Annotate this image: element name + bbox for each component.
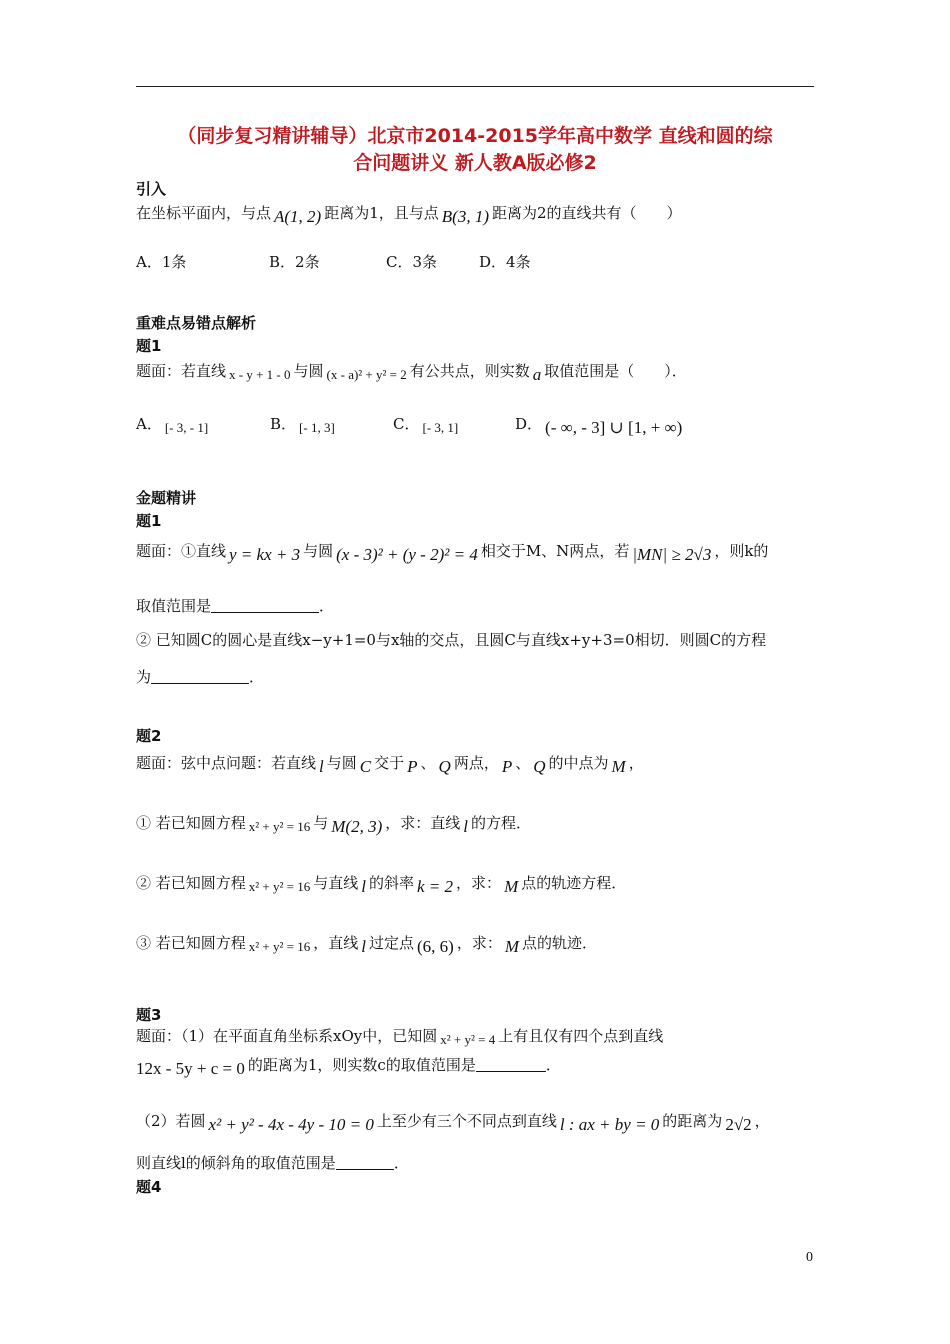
difficult-options [136, 413, 685, 439]
gold-t2-item2: ② 若已知圆方程 x² + y² = 16 与直线 l 的斜率 k = 2 ，求： M 点的轨迹方程． [136, 874, 627, 896]
gold-t3-label: 题3 [136, 1006, 162, 1024]
gold-t1-part2: ② 已知圆C的圆心是直线x−y+1=0与x轴的交点，且圆C与直线x+y+3=0相切．则圆C的方程 [136, 631, 767, 649]
intro-option-d: D．4条 [479, 253, 531, 271]
intro-question: 在坐标平面内，与点 A(1, 2) 距离为1，且与点 B(3, 1) 距离为2的直线共有（ ） [136, 204, 682, 226]
line-y-kx: y = kx + 3 [229, 545, 301, 564]
gold-t2-item1: ① 若已知圆方程 x² + y² = 16 与 M(2, 3) ，求：直线 l 的方程． [136, 814, 532, 836]
header-rule [136, 86, 814, 87]
difficult-option-b: B． [- 1, 3] [270, 415, 335, 435]
circle-equation: (x - a)² + y² = 2 [326, 367, 407, 382]
gold-t2-item3: ③ 若已知圆方程 x² + y² = 16 ，直线 l 过定点 (6, 6) ，求： M 点的轨迹． [136, 934, 598, 956]
page-number: 0 [806, 1250, 813, 1265]
gold-t3-part2-cont: 则直线l的倾斜角的取值范围是 ． [136, 1154, 409, 1172]
gold-t1-answer: 为 ． [136, 668, 265, 686]
doc-title-line2: 合问题讲义 新人教A版必修2 [353, 152, 597, 174]
chord-condition: |MN| ≥ 2√3 [632, 545, 712, 564]
answer-blank[interactable] [151, 669, 249, 684]
point-b: B(3, 1) [441, 207, 489, 226]
point-a: A(1, 2) [274, 207, 322, 226]
answer-blank[interactable] [476, 1057, 546, 1072]
gold-t3-part1-cont: 12x - 5y + c = 0 的距离为1，则实数c的取值范围是 ． [136, 1056, 561, 1078]
difficult-heading: 重难点易错点解析 [136, 314, 257, 332]
gold-t3-part2: （2）若圆 x² + y² - 4x - 4y - 10 = 0 上至少有三个不同点到直线 l : ax + by = 0 的距离为 2√2 ， [136, 1112, 770, 1134]
gold-t1-part1: 题面：①直线 y = kx + 3 与圆 (x - 3)² + (y - 2)² = 4 相交于M、N两点，若 |MN| ≥ 2√3 ，则k的 [136, 542, 769, 564]
difficult-option-d: D． (- ∞, - 3] ∪ [1, + ∞) [515, 415, 683, 437]
answer-blank[interactable] [336, 1155, 394, 1170]
difficult-option-a: A． [- 3, - 1] [136, 415, 209, 435]
line-equation: x - y + 1 - 0 [229, 367, 291, 382]
gold-t3-part1: 题面：（1）在平面直角坐标系xOy中，已知圆 x² + y² = 4 上有且仅有四个点到直线 [136, 1027, 664, 1047]
intro-option-a: A．1条 [136, 253, 187, 271]
intro-option-b: B．2条 [269, 253, 320, 271]
gold-t1-range: 取值范围是 ． [136, 597, 335, 615]
gold-t2-question: 题面：弦中点问题：若直线 l 与圆 C 交于 P 、 Q 两点， P 、 Q 的中点为 M ， [136, 754, 644, 776]
intro-heading: 引入 [136, 180, 167, 198]
gold-t4-label: 题4 [136, 1178, 162, 1196]
intro-option-c: C．3条 [386, 253, 438, 271]
difficult-q1-label: 题1 [136, 337, 162, 355]
circle-eq-t1: (x - 3)² + (y - 2)² = 4 [336, 545, 478, 564]
intro-options [136, 251, 531, 273]
param-a: a [532, 365, 542, 384]
answer-blank[interactable] [211, 598, 319, 613]
difficult-q1-question: 题面：若直线 x - y + 1 - 0 与圆 (x - a)² + y² = 2 有公共点，则实数 a 取值范围是（ ）． [136, 362, 687, 384]
gold-heading: 金题精讲 [136, 489, 197, 507]
gold-t1-label: 题1 [136, 512, 162, 530]
difficult-option-c: C． [- 3, 1] [393, 415, 459, 435]
gold-t2-label: 题2 [136, 727, 162, 745]
doc-title-line1: （同步复习精讲辅导）北京市2014-2015学年高中数学 直线和圆的综 [177, 125, 773, 147]
